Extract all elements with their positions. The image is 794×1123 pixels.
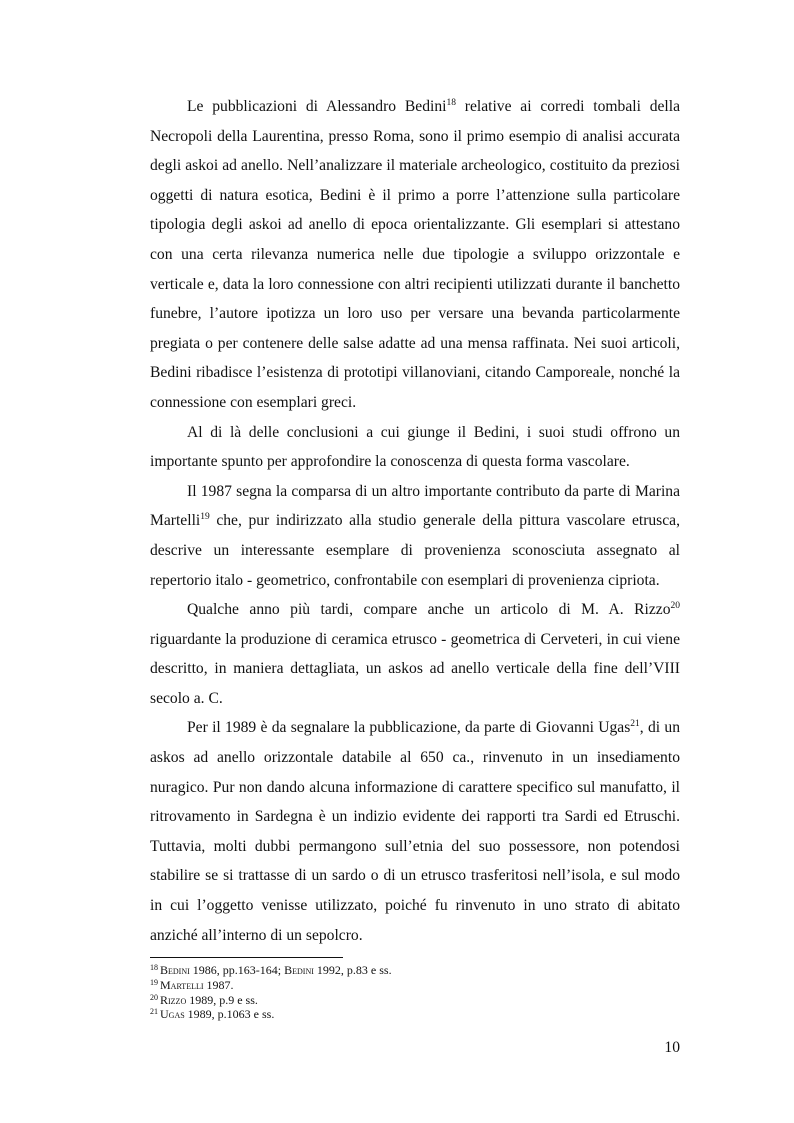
paragraph-text: riguardante la produzione di ceramica etrusco - geometrica di Cerveteri, in cui viene descritto, in maniera dettagliata, un askos ad anello verticale della fine dell’VIII secolo a. C. — [150, 630, 680, 707]
footnote-author: Bedini — [284, 963, 314, 977]
paragraph-bedini — [150, 92, 680, 418]
paragraph-text: Il 1987 segna la comparsa di un altro importante contributo da parte di Marina Martelli — [150, 482, 680, 530]
paragraph-conclusions: Al di là delle conclusioni a cui giunge il Bedini, i suoi studi offrono un importante spunto per approfondire la conoscenza di questa forma vascolare. — [150, 423, 680, 471]
footnote-ref-21: 21 — [630, 719, 640, 730]
footnote-author: Rizzo — [160, 992, 187, 1007]
footnote-ref-19: 19 — [200, 512, 210, 523]
paragraph-text: relative ai corredi tombali della Necropoli della Laurentina, presso Roma, sono il primo esempio di analisi accurata degli askoi ad anello. Nell’analizzare il materiale archeologico, costituito da preziosi oggetti di natura esotica, Bedini è il primo a porre l’attenzione sulla particolare tipologia degli askoi ad anello di epoca orientalizzante. Gli esemplari si attestano con una certa rilevanza numerica nelle due tipologie a sviluppo orizzontale e verticale e, data la loro connessione con altri recipienti utilizzati durante il banchetto funebre, l’autore ipotizza un loro uso per versare una bevanda particolarmente pregiata o per contenere delle salse adatte ad una mensa raffinata. Nei suoi articoli, Bedini ribadisce l’esistenza di prototipi villanoviani, citando Camporeale, nonché la connessione con esemplari greci. — [150, 98, 680, 411]
footnote-number: 20 — [150, 992, 158, 1002]
footnote-ref-18: 18 — [446, 98, 456, 108]
footnote-reference: 1992, p.83 e ss. — [313, 963, 392, 977]
paragraph-text: Qualche anno più tardi, compare anche un articolo di M. A. Rizzo — [187, 601, 671, 619]
footnote-separator — [150, 957, 343, 958]
paragraph-martelli — [150, 477, 680, 595]
footnote-reference: 1986, pp.163-164; — [189, 963, 285, 977]
footnote-18 — [150, 963, 680, 978]
footnote-20 — [150, 993, 680, 1008]
footnote-19 — [150, 978, 680, 993]
footnote-number: 19 — [150, 977, 158, 987]
footnote-author: Bedini — [160, 963, 190, 977]
body-text — [150, 92, 680, 950]
paragraph-text: Le pubblicazioni di Alessandro Bedini — [187, 98, 447, 115]
footnote-number: 21 — [150, 1007, 158, 1017]
paragraph-text: , di un askos ad anello orizzontale databile al 650 ca., rinvenuto in un insediamento nuragico. Pur non dando alcuna informazione di carattere specifico sul manufatto, il ritrovamento in Sardegna è un indizio evidente dei rapporti tra Sardi ed Etruschi. Tuttavia, molti dubbi permangono sull’etnia del suo possessore, non potendosi stabilire se si trattasse di un sardo o di un etrusco trasferitosi nell’isola, e sul modo in cui l’oggetto venisse utilizzato, poiché fu rinvenuto in uno strato di abitato anziché all’interno di un sepolcro. — [150, 719, 680, 944]
footnotes — [150, 963, 680, 1022]
footnote-ref-20: 20 — [670, 601, 680, 612]
footnote-reference: 1987. — [203, 977, 234, 992]
paragraph-text: Per il 1989 è da segnalare la pubblicazione, da parte di Giovanni Ugas — [187, 719, 631, 737]
paragraph-rizzo — [150, 595, 680, 713]
footnote-reference: 1989, p.9 e ss. — [186, 992, 258, 1007]
footnote-author: Martelli — [160, 977, 204, 992]
footnote-number: 18 — [150, 963, 158, 972]
footnote-reference: 1989, p.1063 e ss. — [184, 1007, 275, 1022]
footnote-author: Ugas — [160, 1007, 185, 1022]
page-number: 10 — [664, 1039, 680, 1056]
footnote-21 — [150, 1007, 680, 1022]
paragraph-ugas — [150, 713, 680, 950]
paragraph-text: che, pur indirizzato alla studio generale della pittura vascolare etrusca, descrive un interessante esemplare di provenienza sconosciuta assegnato al repertorio italo - geometrico, confrontabile con esemplari di provenienza cipriota. — [150, 512, 680, 589]
